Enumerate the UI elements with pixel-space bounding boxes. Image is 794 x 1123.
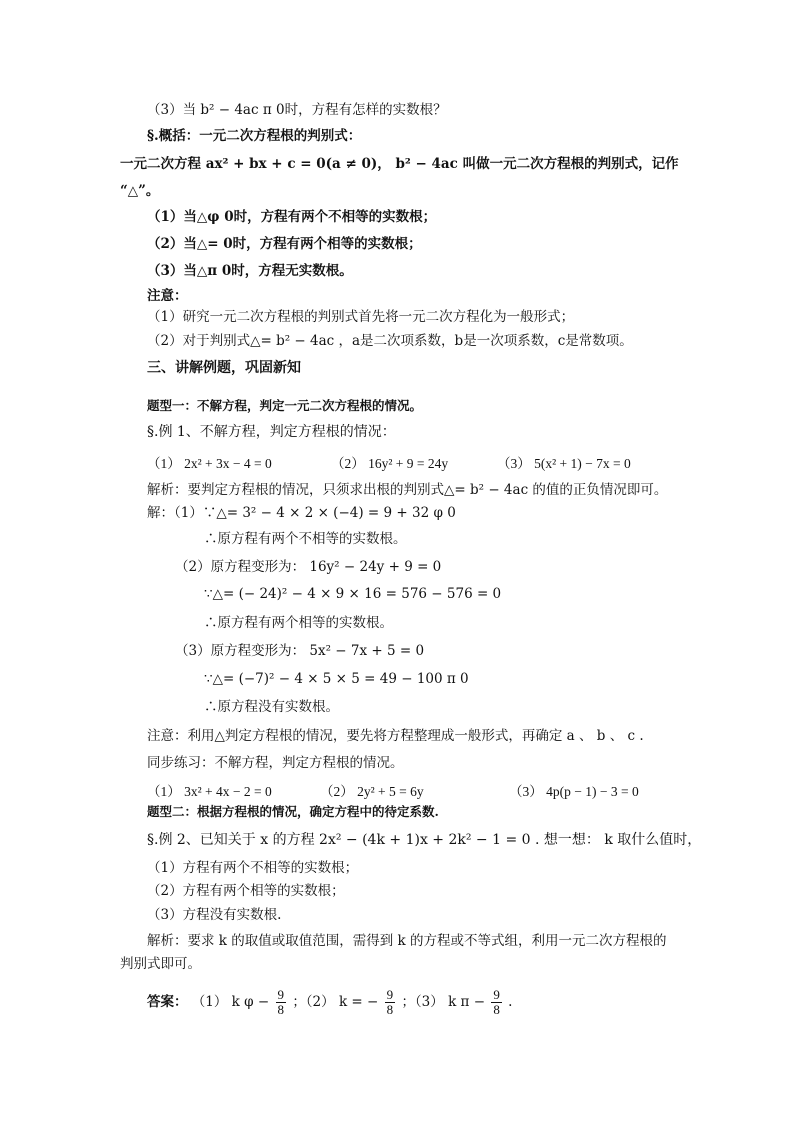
solution-part-2-conclusion: ∴原方程有两个相等的实数根。 (204, 615, 393, 631)
analysis-2-line-1: 解析：要求 k 的取值或取值范围，需得到 k 的方程或不等式组，利用一元二次方程根的 (147, 933, 667, 949)
ex2-condition-1: （1）方程有两个不相等的实数根； (147, 860, 359, 876)
summary-title: §.概括：一元二次方程根的判别式： (147, 128, 362, 144)
answer-end: . (508, 994, 513, 1010)
fraction-numerator: 9 (277, 987, 285, 1002)
example-1-title: §.例 1、不解方程，判定方程根的情况： (147, 424, 396, 440)
answer-label: 答案： (147, 994, 188, 1010)
practice-equation-2: （2） 2y² + 5 = 6y (320, 784, 424, 799)
note-1: （1）研究一元二次方程根的判别式首先将一元二次方程化为一般形式； (147, 309, 575, 325)
ex2-condition-2: （2）方程有两个相等的实数根； (147, 883, 345, 899)
fraction-numerator: 9 (493, 987, 500, 1002)
answer-line (147, 985, 512, 1019)
answer-part-1: （1） k φ − (191, 994, 270, 1010)
ex1-equation-2: （2） 16y² + 9 = 24y (331, 456, 449, 471)
solution-part-3-conclusion: ∴原方程没有实数根。 (204, 699, 339, 715)
solution-part-3-calc: ∵△= (−7)² − 4 × 5 × 5 = 49 − 100 π 0 (204, 671, 469, 687)
answer-part-3: ；（3） k π − (401, 994, 486, 1010)
solution-part-2-calc: ∵△= (− 24)² − 4 × 9 × 16 = 576 − 576 = 0 (204, 586, 502, 602)
type-2-title: 题型二：根据方程根的情况，确定方程中的待定系数. (147, 804, 439, 819)
type-1-title: 题型一：不解方程，判定一元二次方程根的情况。 (147, 398, 423, 413)
ex1-equation-3: （3） 5(x² + 1) − 7x = 0 (497, 456, 631, 471)
ex2-condition-3: （3）方程没有实数根. (147, 907, 282, 923)
fraction-denominator: 8 (277, 1002, 285, 1017)
fraction-nine-eighths (276, 988, 287, 1017)
practice-title: 同步练习：不解方程，判定方程根的情况。 (147, 755, 404, 771)
solution-part-1-conclusion: ∴原方程有两个不相等的实数根。 (204, 531, 407, 547)
answer-part-2: ；（2） k = − (292, 994, 379, 1010)
solution-part-1: 解：（1）∵△= 3² − 4 × 2 × (−4) = 9 + 32 φ 0 (147, 505, 456, 521)
solution-part-2: （2）原方程变形为： 16y² − 24y + 9 = 0 (175, 559, 442, 575)
section-3-title: 三、讲解例题，巩固新知 (147, 360, 301, 376)
ex1-equation-1: （1） 2x² + 3x − 4 = 0 (147, 456, 272, 471)
analysis-1: 解析：要判定方程根的情况，只须求出根的判别式△= b² − 4ac 的值的正负情况即可。 (147, 482, 668, 498)
rule-3: （3）当△π 0时，方程无实数根。 (147, 263, 353, 279)
solution-part-3: （3）原方程变形为： 5x² − 7x + 5 = 0 (175, 643, 425, 659)
rule-2: （2）当△= 0时，方程有两个相等的实数根； (147, 236, 422, 252)
analysis-2-line-2: 判别式即可。 (120, 956, 201, 972)
rule-1: （1）当△φ 0时，方程有两个不相等的实数根； (147, 209, 437, 225)
definition-line-2: “△”。 (120, 183, 160, 199)
fraction-nine-eighths (491, 988, 502, 1017)
fraction-numerator: 9 (386, 987, 394, 1002)
note-label: 注意： (147, 288, 188, 304)
fraction-denominator: 8 (493, 1002, 500, 1017)
example-1-note: 注意：利用△判定方程根的情况，要先将方程整理成一般形式，再确定 a 、 b 、 c . (147, 728, 644, 744)
fraction-nine-eighths (385, 988, 396, 1017)
question-3: （3）当 b² − 4ac π 0时，方程有怎样的实数根？ (147, 102, 447, 118)
practice-equation-3: （3） 4p(p − 1) − 3 = 0 (509, 784, 639, 799)
note-2: （2）对于判别式△= b² − 4ac ，a是二次项系数，b是一次项系数，c是常数项。 (147, 333, 633, 349)
definition-line-1: 一元二次方程 ax² + bx + c = 0(a ≠ 0)， b² − 4ac 叫做一元二次方程根的判别式，记作 (120, 156, 679, 172)
fraction-denominator: 8 (386, 1002, 394, 1017)
example-2-title: §.例 2、已知关于 x 的方程 2x² − (4k + 1)x + 2k² − 1 = 0 . 想一想： k 取什么值时， (147, 832, 702, 848)
practice-equation-1: （1） 3x² + 4x − 2 = 0 (147, 784, 272, 799)
